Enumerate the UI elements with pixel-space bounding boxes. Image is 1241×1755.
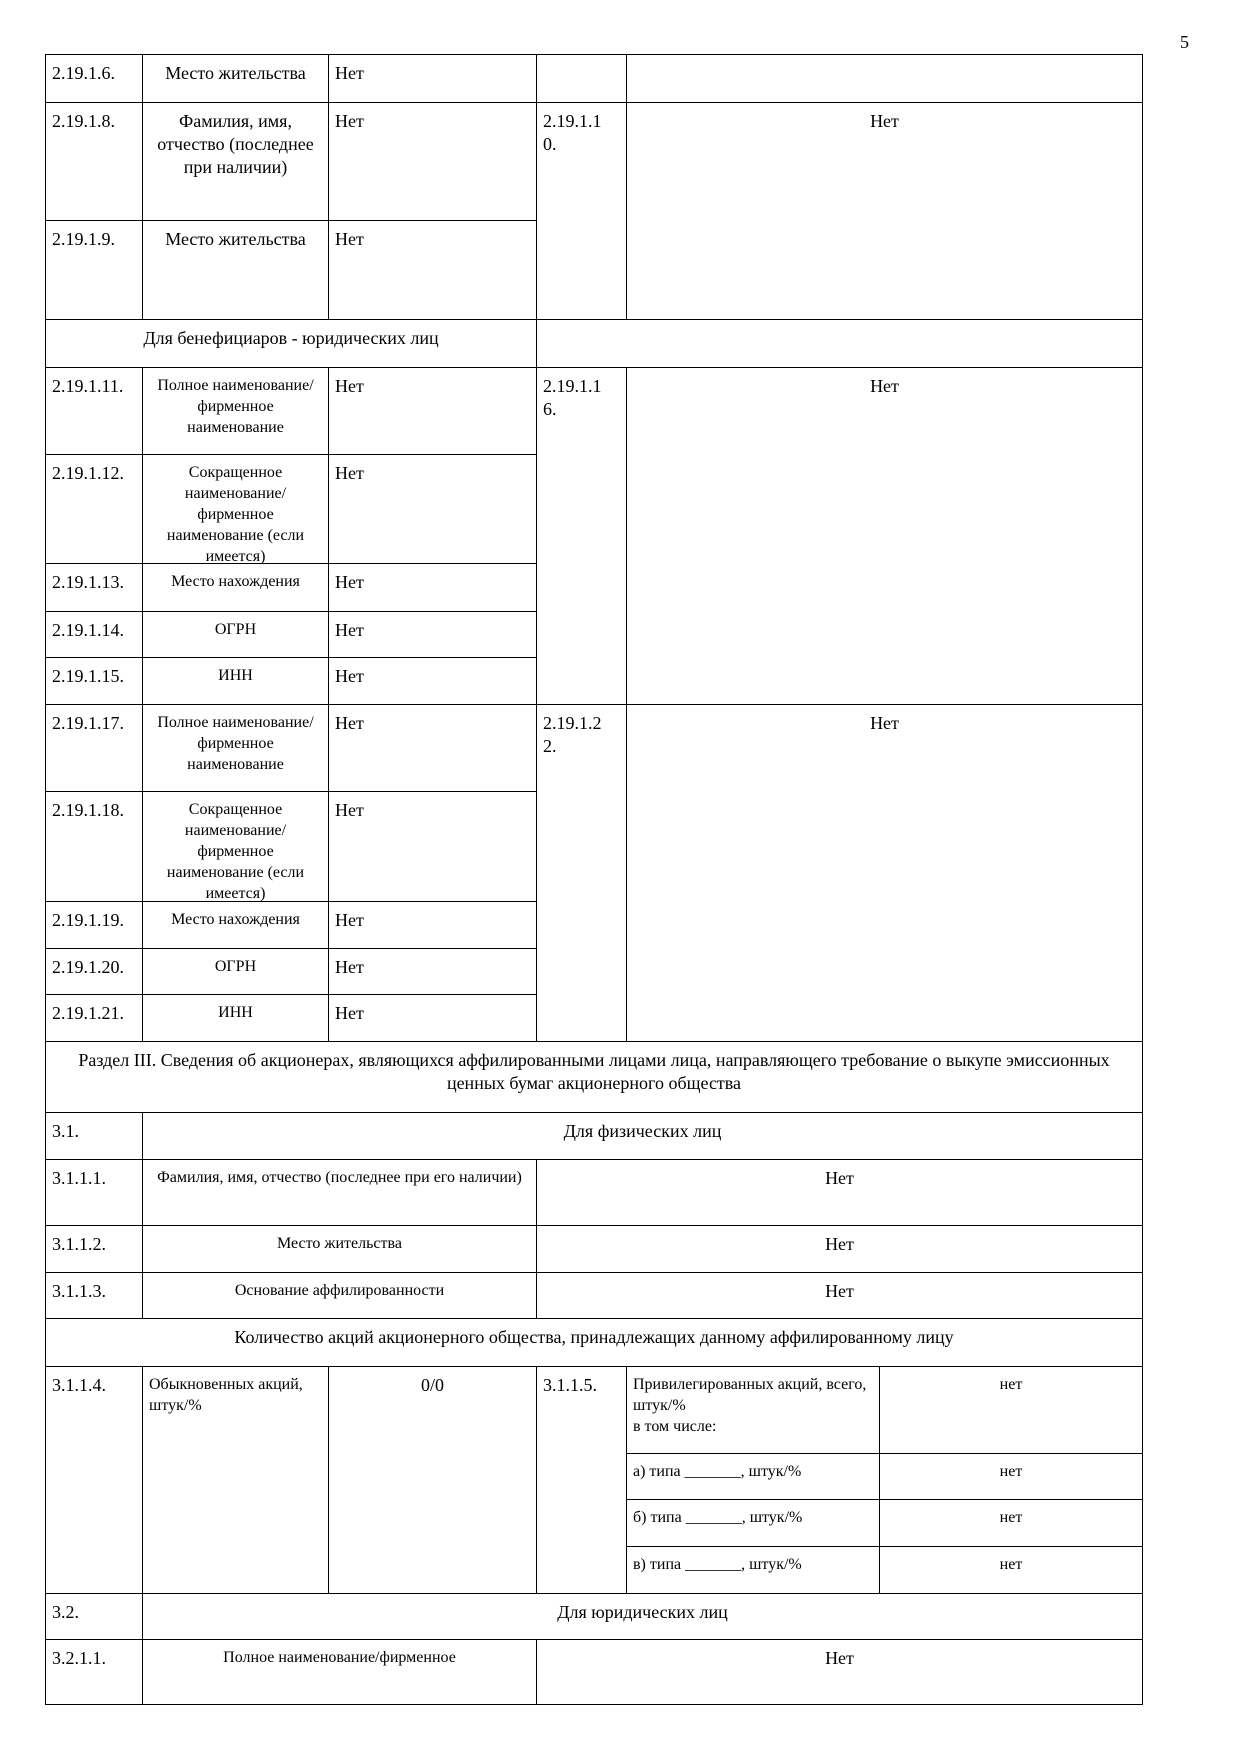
row-number: 2.19.1.18. — [45, 791, 143, 902]
row-number: 3.1.1.2. — [45, 1225, 143, 1273]
row-value: Нет — [626, 102, 1143, 320]
row-value: Нет — [626, 367, 1143, 705]
row-value: Нет — [328, 454, 537, 564]
row-label: Место жительства — [142, 54, 329, 103]
row-number: 2.19.1.6. — [45, 54, 143, 103]
row-value: 0/0 — [328, 1366, 537, 1594]
row-number: 2.19.1.2 2. — [536, 704, 627, 1042]
row-value: Нет — [328, 367, 537, 455]
share-type-value: нет — [879, 1453, 1143, 1500]
row-number: 2.19.1.11. — [45, 367, 143, 455]
row-label: Место нахождения — [142, 901, 329, 949]
empty-cell — [536, 319, 1143, 368]
row-label: Фамилия, имя, отчество (последнее при его наличии) — [142, 1159, 537, 1226]
row-value: Нет — [536, 1272, 1143, 1319]
row-number: 2.19.1.17. — [45, 704, 143, 792]
subsection-header: Для юридических лиц — [142, 1593, 1143, 1640]
row-number: 3.1. — [45, 1112, 143, 1160]
row-label: ОГРН — [142, 611, 329, 658]
row-number: 3.1.1.5. — [536, 1366, 627, 1594]
section-header: Для бенефициаров - юридических лиц — [45, 319, 537, 368]
row-number: 2.19.1.20. — [45, 948, 143, 995]
row-number: 2.19.1.8. — [45, 102, 143, 221]
row-label: ОГРН — [142, 948, 329, 995]
row-value: Нет — [328, 563, 537, 612]
row-label: ИНН — [142, 994, 329, 1042]
row-label: Полное наименование/фирменное наименование — [142, 367, 329, 455]
empty-cell — [536, 54, 627, 103]
row-value: Нет — [328, 791, 537, 902]
share-type-value: нет — [879, 1499, 1143, 1547]
row-value: Нет — [536, 1639, 1143, 1705]
row-value: Нет — [328, 220, 537, 320]
empty-cell — [626, 54, 1143, 103]
row-label: Место нахождения — [142, 563, 329, 612]
row-number: 2.19.1.21. — [45, 994, 143, 1042]
share-type-label: а) типа _______, штук/% — [626, 1453, 880, 1500]
row-number: 2.19.1.1 0. — [536, 102, 627, 320]
row-number: 2.19.1.19. — [45, 901, 143, 949]
row-label: Сокращенное наименование/фирменное наименование (если имеется) — [142, 454, 329, 564]
row-number: 3.2.1.1. — [45, 1639, 143, 1705]
row-value: Нет — [328, 54, 537, 103]
section-title: Раздел III. Сведения об акционерах, являющихся аффилированными лицами лица, направляющего требование о выкупе эмиссионных ценных бумаг акционерного общества — [45, 1041, 1143, 1113]
row-value: Нет — [328, 948, 537, 995]
row-value: нет — [879, 1366, 1143, 1454]
row-number: 3.1.1.3. — [45, 1272, 143, 1319]
page-number: 5 — [1180, 32, 1189, 52]
row-number: 2.19.1.13. — [45, 563, 143, 612]
row-label: Полное наименование/фирменное наименование — [142, 704, 329, 792]
row-number: 2.19.1.15. — [45, 657, 143, 705]
share-type-label: б) типа _______, штук/% — [626, 1499, 880, 1547]
row-label: ИНН — [142, 657, 329, 705]
row-value: Нет — [626, 704, 1143, 1042]
share-type-label: в) типа _______, штук/% — [626, 1546, 880, 1594]
row-number: 2.19.1.9. — [45, 220, 143, 320]
row-number: 3.1.1.1. — [45, 1159, 143, 1226]
row-value: Нет — [328, 704, 537, 792]
row-value: Нет — [328, 611, 537, 658]
row-value: Нет — [328, 102, 537, 221]
row-value: Нет — [536, 1225, 1143, 1273]
subsection-header: Для физических лиц — [142, 1112, 1143, 1160]
row-value: Нет — [536, 1159, 1143, 1226]
row-value: Нет — [328, 901, 537, 949]
row-value: Нет — [328, 657, 537, 705]
row-number: 2.19.1.1 6. — [536, 367, 627, 705]
row-number: 2.19.1.12. — [45, 454, 143, 564]
row-label: Фамилия, имя, отчество (последнее при наличии) — [142, 102, 329, 221]
row-label: Место жительства — [142, 220, 329, 320]
row-label: Привилегированных акций, всего, штук/% в том числе: — [626, 1366, 880, 1454]
row-label: Место жительства — [142, 1225, 537, 1273]
share-type-value: нет — [879, 1546, 1143, 1594]
row-label: Полное наименование/фирменное — [142, 1639, 537, 1705]
shares-header: Количество акций акционерного общества, принадлежащих данному аффилированному лицу — [45, 1318, 1143, 1367]
row-value: Нет — [328, 994, 537, 1042]
row-number: 2.19.1.14. — [45, 611, 143, 658]
row-label: Обыкновенных акций, штук/% — [142, 1366, 329, 1594]
row-number: 3.2. — [45, 1593, 143, 1640]
row-number: 3.1.1.4. — [45, 1366, 143, 1594]
row-label: Основание аффилированности — [142, 1272, 537, 1319]
row-label: Сокращенное наименование/фирменное наименование (если имеется) — [142, 791, 329, 902]
